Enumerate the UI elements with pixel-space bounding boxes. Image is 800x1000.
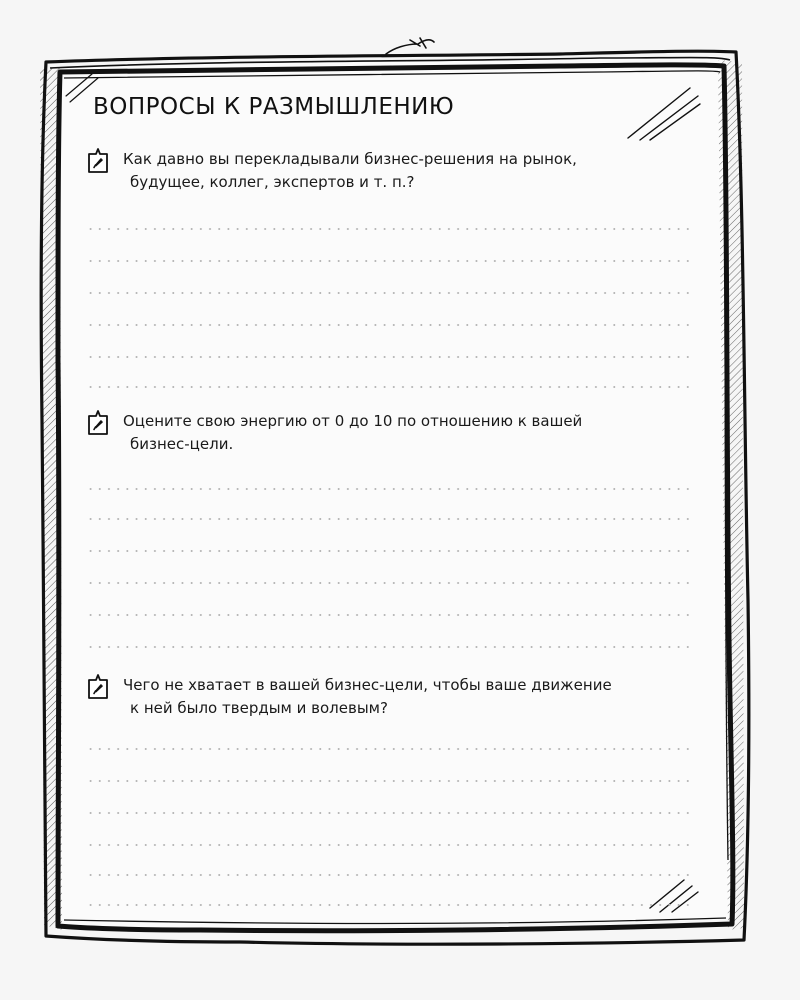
answer-line[interactable] xyxy=(86,292,692,294)
answer-line[interactable] xyxy=(86,614,692,616)
question-text: Оцените свою энергию от 0 до 10 по отношению к вашей бизнес-цели. xyxy=(123,412,583,453)
answer-line[interactable] xyxy=(86,228,692,230)
clipboard-pencil-icon xyxy=(86,146,110,174)
clipboard-pencil-icon xyxy=(86,672,110,700)
answer-line[interactable] xyxy=(86,844,692,846)
answer-line[interactable] xyxy=(86,646,692,648)
clipboard-pencil-icon xyxy=(86,408,110,436)
page-title: ВОПРОСЫ К РАЗМЫШЛЕНИЮ xyxy=(93,94,455,120)
question-text: Как давно вы перекладывали бизнес-решения на рынок, будущее, коллег, экспертов и т. п.? xyxy=(123,150,577,191)
answer-line[interactable] xyxy=(86,550,692,552)
answer-line[interactable] xyxy=(86,904,692,906)
question-text: Чего не хватает в вашей бизнес-цели, чтобы ваше движение к ней было твердым и волевым? xyxy=(123,676,612,717)
answer-line[interactable] xyxy=(86,488,692,490)
answer-line[interactable] xyxy=(86,386,692,388)
answer-line[interactable] xyxy=(86,780,692,782)
answer-line[interactable] xyxy=(86,518,692,520)
answer-line[interactable] xyxy=(86,356,692,358)
answer-line[interactable] xyxy=(86,874,692,876)
answer-line[interactable] xyxy=(86,812,692,814)
answer-line[interactable] xyxy=(86,260,692,262)
answer-line[interactable] xyxy=(86,324,692,326)
answer-line[interactable] xyxy=(86,748,692,750)
top-doodle xyxy=(386,38,434,54)
answer-line[interactable] xyxy=(86,582,692,584)
